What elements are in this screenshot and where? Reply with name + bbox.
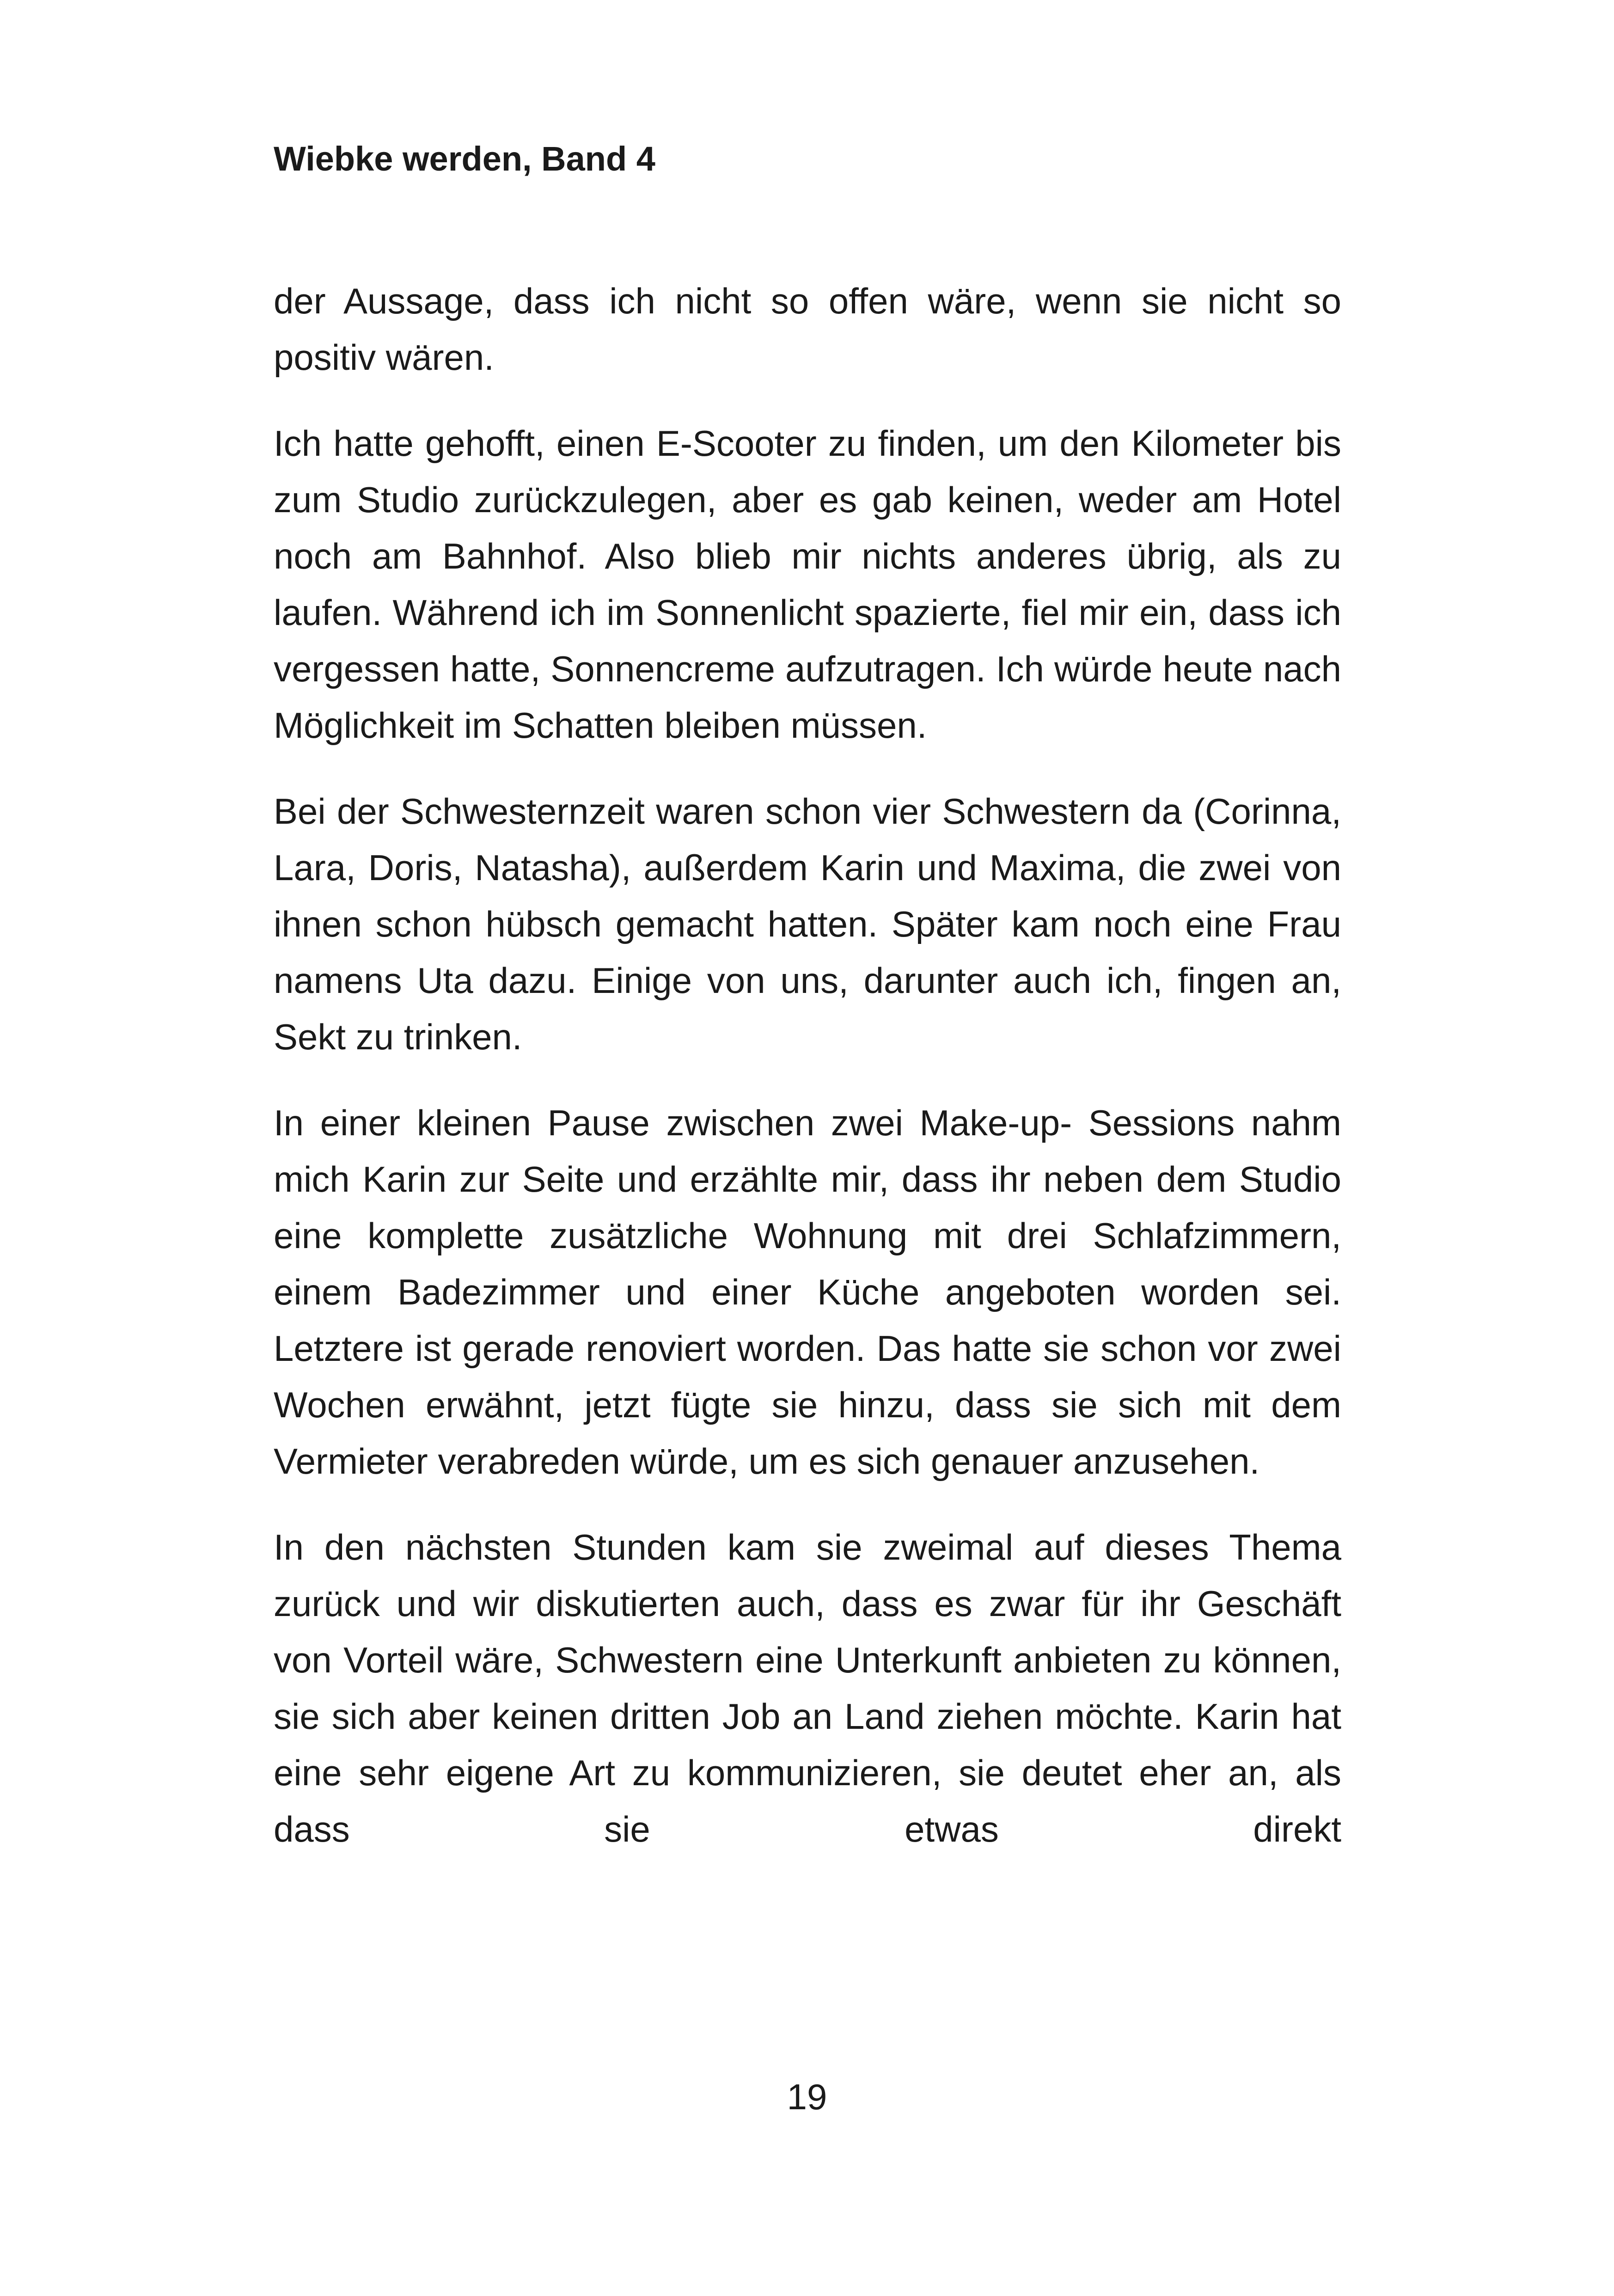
page-number: 19 bbox=[787, 2076, 827, 2117]
running-header: Wiebke werden, Band 4 bbox=[274, 140, 655, 178]
paragraph-5: In den nächsten Stunden kam sie zweimal auf dieses Thema zurück und wir diskutierten auch, dass es zwar für ihr Geschäft von Vorteil wäre, Schwestern eine Unterkunft anbieten zu können, sie sich aber keinen dritten Job an Land ziehen möchte. Karin hat eine sehr eigene Art zu kommunizieren, sie deutet eher an, als dass sie etwas direkt bbox=[274, 1527, 1341, 1849]
paragraph-2: Ich hatte gehofft, einen E-Scooter zu finden, um den Kilometer bis zum Studio zurückzulegen, aber es gab keinen, weder am Hotel noch am Bahnhof. Also blieb mir nichts anderes übrig, als zu laufen. Während ich im Sonnenlicht spazierte, fiel mir ein, dass ich vergessen hatte, Sonnencreme aufzutragen. Ich würde heute nach Möglichkeit im Schatten bleiben müssen. bbox=[274, 423, 1341, 746]
paragraph-1: der Aussage, dass ich nicht so offen wäre, wenn sie nicht so positiv wären. bbox=[274, 281, 1341, 378]
paragraph-3: Bei der Schwesternzeit waren schon vier Schwestern da (Corinna, Lara, Doris, Natasha), außerdem Karin und Maxima, die zwei von ihnen schon hübsch gemacht hatten. Später kam noch eine Frau namens Uta dazu. Einige von uns, darunter auch ich, fingen an, Sekt zu trinken. bbox=[274, 791, 1341, 1057]
paragraph-4: In einer kleinen Pause zwischen zwei Make-up- Sessions nahm mich Karin zur Seite und erzählte mir, dass ihr neben dem Studio eine komplette zusätzliche Wohnung mit drei Schlafzimmern, einem Badezimmer und einer Küche angeboten worden sei. Letztere ist gerade renoviert worden. Das hatte sie schon vor zwei Wochen erwähnt, jetzt fügte sie hinzu, dass sie sich mit dem Vermieter verabreden würde, um es sich genauer anzusehen. bbox=[274, 1102, 1341, 1482]
body-text bbox=[274, 273, 1341, 1887]
